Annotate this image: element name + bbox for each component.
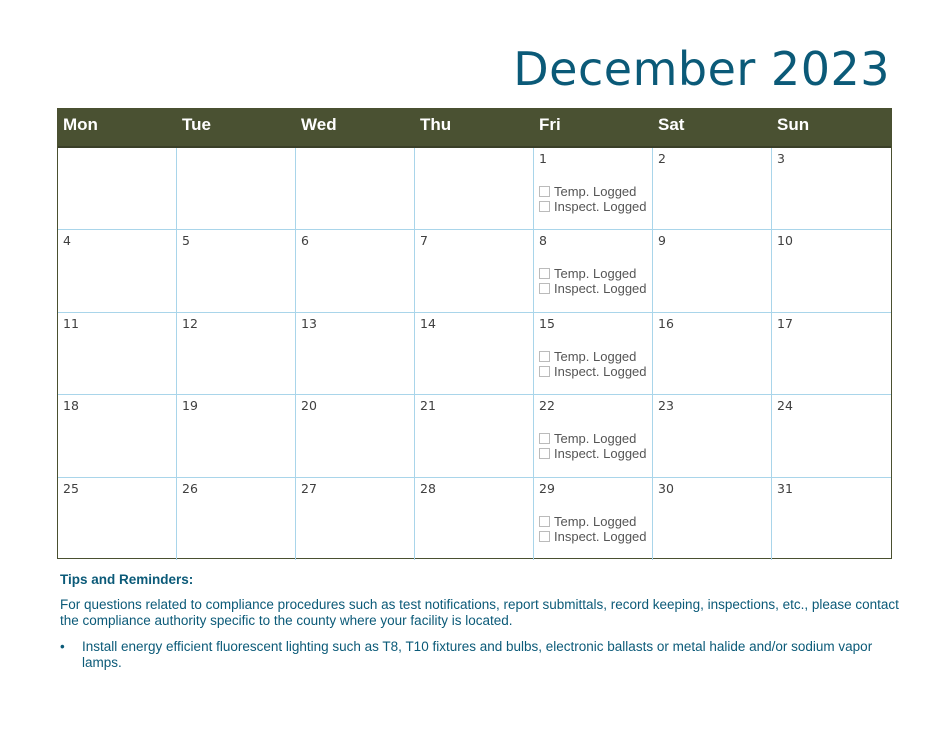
calendar-grid (58, 146, 891, 560)
day-number: 2 (658, 151, 666, 166)
day-cell (58, 148, 177, 230)
day-cell (534, 478, 653, 560)
day-cell (772, 230, 891, 312)
day-number: 6 (301, 233, 309, 249)
log-label: Temp. Logged (554, 431, 637, 447)
checkbox-icon (539, 186, 550, 197)
day-cell (653, 313, 772, 395)
day-cell (772, 313, 891, 395)
day-cell (296, 478, 415, 560)
weekday-sun: Sun (777, 115, 810, 134)
log-label: Temp. Logged (554, 184, 637, 199)
day-cell (58, 395, 177, 477)
day-cell (415, 395, 534, 477)
checkbox-icon (539, 531, 550, 542)
tips-section (60, 572, 900, 671)
log-label: Inspect. Logged (554, 281, 647, 297)
day-number: 8 (539, 233, 547, 249)
day-cell (415, 313, 534, 395)
log-checklist-item (539, 446, 647, 461)
log-checklist-item (539, 431, 647, 446)
day-number: 27 (301, 480, 317, 496)
day-cell (177, 395, 296, 477)
day-cell (177, 148, 296, 230)
weekday-sat: Sat (658, 115, 685, 134)
day-cell (772, 148, 891, 230)
day-cell (177, 313, 296, 395)
day-cell (296, 230, 415, 312)
checkbox-icon (539, 433, 550, 444)
day-cell (653, 230, 772, 312)
day-cell (534, 148, 653, 230)
day-cell (58, 478, 177, 560)
day-number: 19 (182, 398, 198, 414)
log-label: Inspect. Logged (554, 446, 647, 462)
day-cell (415, 478, 534, 560)
log-checklist (539, 266, 647, 296)
day-cell (415, 230, 534, 312)
checkbox-icon (539, 516, 550, 527)
day-cell (177, 230, 296, 312)
day-number: 23 (658, 398, 674, 414)
tips-title: Tips and Reminders: (60, 572, 194, 587)
checkbox-icon (539, 448, 550, 459)
day-cell (58, 313, 177, 395)
log-label: Inspect. Logged (554, 528, 647, 544)
log-label: Temp. Logged (554, 348, 637, 364)
tips-bullet-item (60, 639, 900, 671)
tips-bullet-text: Install energy efficient fluorescent lighting such as T8, T10 fixtures and bulbs, electronic ballasts or metal halide and/or sodium vapor lamps. (82, 639, 873, 670)
day-number: 26 (182, 480, 198, 496)
day-number: 11 (63, 315, 79, 331)
tips-paragraph: For questions related to compliance procedures such as test notifications, report submittals, record keeping, inspections, etc., please contact the compliance authority specific to the county where your facility is located. (60, 597, 899, 628)
checkbox-icon (539, 201, 550, 212)
log-checklist-item (539, 281, 647, 296)
log-checklist-item (539, 199, 647, 214)
log-checklist-item (539, 514, 647, 529)
day-number: 22 (539, 398, 555, 414)
day-number: 30 (658, 480, 674, 496)
day-number: 25 (63, 480, 79, 496)
day-number: 4 (63, 233, 71, 249)
day-cell (296, 148, 415, 230)
day-number: 15 (539, 315, 555, 331)
day-cell (296, 313, 415, 395)
bullet-icon: • (60, 639, 65, 654)
day-number: 18 (63, 398, 79, 414)
day-number: 12 (182, 315, 198, 331)
weekday-header (58, 109, 891, 146)
day-cell (772, 478, 891, 560)
day-number: 29 (539, 480, 555, 496)
weekday-mon: Mon (63, 115, 98, 134)
log-checklist-item (539, 364, 647, 379)
day-number: 9 (658, 233, 666, 249)
day-cell (177, 478, 296, 560)
day-number: 10 (777, 233, 793, 249)
log-label: Inspect. Logged (554, 363, 647, 379)
weekday-wed: Wed (301, 115, 337, 134)
log-checklist-item (539, 349, 647, 364)
day-number: 5 (182, 233, 190, 249)
day-number: 16 (658, 315, 674, 331)
day-cell (415, 148, 534, 230)
day-cell (653, 148, 772, 230)
day-cell (58, 230, 177, 312)
day-number: 24 (777, 398, 793, 414)
weekday-fri: Fri (539, 115, 561, 134)
day-number: 17 (777, 315, 793, 331)
checkbox-icon (539, 351, 550, 362)
day-number: 31 (777, 480, 793, 496)
day-cell (653, 478, 772, 560)
log-label: Temp. Logged (554, 266, 637, 282)
day-number: 20 (301, 398, 317, 414)
checkbox-icon (539, 283, 550, 294)
day-cell (534, 395, 653, 477)
day-number: 1 (539, 151, 547, 166)
log-checklist (539, 514, 647, 544)
day-number: 3 (777, 151, 785, 166)
calendar (57, 108, 892, 559)
log-checklist-item (539, 266, 647, 281)
day-number: 28 (420, 480, 436, 496)
day-number: 7 (420, 233, 428, 249)
log-label: Temp. Logged (554, 513, 637, 529)
log-checklist (539, 349, 647, 379)
calendar-title: December 2023 (513, 42, 890, 96)
day-number: 21 (420, 398, 436, 414)
checkbox-icon (539, 268, 550, 279)
day-number: 13 (301, 315, 317, 331)
log-checklist-item (539, 529, 647, 544)
checkbox-icon (539, 366, 550, 377)
day-cell (296, 395, 415, 477)
day-cell (534, 230, 653, 312)
weekday-thu: Thu (420, 115, 452, 134)
day-cell (772, 395, 891, 477)
log-label: Inspect. Logged (554, 199, 647, 214)
log-checklist (539, 431, 647, 461)
day-cell (534, 313, 653, 395)
weekday-tue: Tue (182, 115, 211, 134)
log-checklist-item (539, 184, 647, 199)
day-number: 14 (420, 315, 436, 331)
log-checklist (539, 184, 647, 214)
day-cell (653, 395, 772, 477)
